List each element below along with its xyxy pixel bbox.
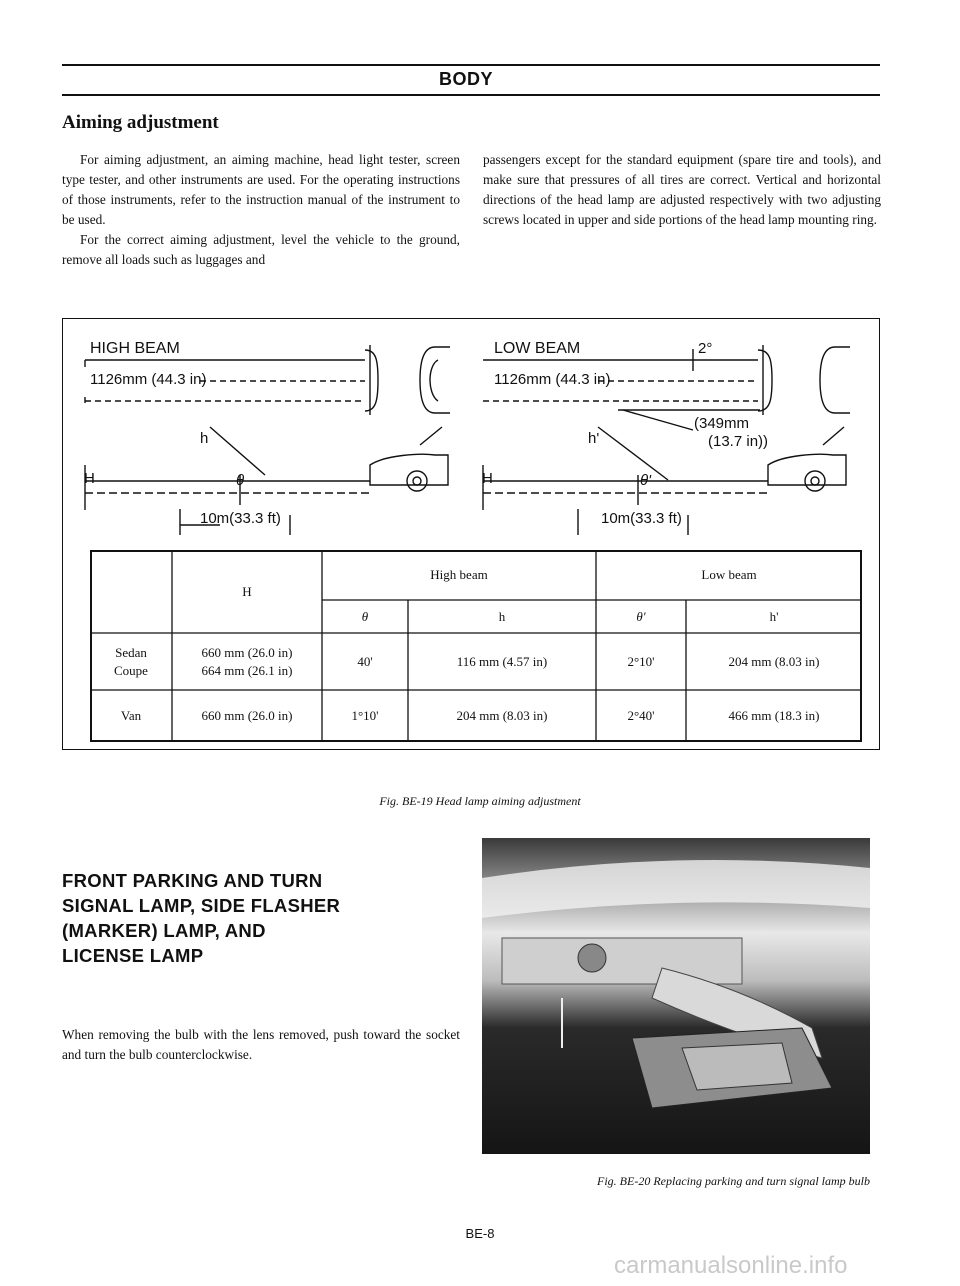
table-cell-h: 204 mm (8.03 in) bbox=[456, 707, 548, 723]
table-row-label: Van bbox=[120, 707, 142, 723]
table-cell-h-prime: 466 mm (18.3 in) bbox=[728, 707, 820, 723]
table-cell-theta: 1°10' bbox=[351, 707, 379, 723]
low-beam-theta: θ' bbox=[640, 472, 652, 489]
high-beam-title: HIGH BEAM bbox=[90, 340, 180, 357]
table-cell-h: 116 mm (4.57 in) bbox=[456, 653, 548, 669]
table-cell-theta-prime: 2°40' bbox=[627, 707, 655, 723]
table-header-h: h bbox=[498, 608, 506, 624]
front-parking-text: When removing the bulb with the lens removed, push toward the socket and turn the bulb counterclockwise. bbox=[62, 1027, 460, 1062]
front-parking-heading-line: FRONT PARKING AND TURN bbox=[62, 870, 323, 891]
aiming-paragraph-2: For the correct aiming adjustment, level the vehicle to the ground, remove all loads such as luggages and bbox=[62, 232, 460, 267]
table-header-h-prime: h' bbox=[769, 608, 779, 624]
photo-illustration bbox=[482, 838, 870, 1154]
section-title: BODY bbox=[439, 69, 494, 89]
fig-be20-caption: Fig. BE-20 Replacing parking and turn signal lamp bulb bbox=[597, 1174, 870, 1188]
site-watermark: carmanualsonline.info bbox=[614, 1252, 848, 1279]
fig-be19-caption: Fig. BE-19 Head lamp aiming adjustment bbox=[379, 794, 581, 808]
bulb-replacement-photo bbox=[482, 838, 870, 1154]
table-header-high-beam: High beam bbox=[430, 567, 488, 582]
table-cell-H: 660 mm (26.0 in) 664 mm (26.1 in) bbox=[201, 644, 293, 678]
high-beam-10m: 10m(33.3 ft) bbox=[200, 510, 281, 527]
front-parking-heading-line: (MARKER) LAMP, AND bbox=[62, 920, 266, 941]
table-header-theta-prime: θ' bbox=[636, 608, 646, 624]
front-parking-heading-line: SIGNAL LAMP, SIDE FLASHER bbox=[62, 895, 341, 916]
low-beam-H: H bbox=[482, 470, 493, 487]
table-cell-h-prime: 204 mm (8.03 in) bbox=[728, 653, 820, 669]
table-cell-H: 660 mm (26.0 in) bbox=[201, 707, 293, 723]
front-parking-heading bbox=[62, 868, 462, 968]
low-beam-h: h' bbox=[588, 430, 600, 447]
high-beam-distance: 1126mm (44.3 in) bbox=[90, 371, 207, 388]
table-cell-theta: 40' bbox=[357, 653, 373, 669]
header-bottom-rule bbox=[62, 94, 880, 96]
high-beam-theta: θ bbox=[236, 472, 245, 489]
low-beam-offset-mm: (349mm bbox=[694, 415, 750, 432]
low-beam-offset-in: (13.7 in)) bbox=[708, 433, 769, 450]
aiming-right-column bbox=[483, 150, 881, 230]
aiming-left-column bbox=[62, 150, 460, 270]
aiming-heading: Aiming adjustment bbox=[62, 112, 219, 133]
low-beam-distance: 1126mm (44.3 in) bbox=[494, 371, 611, 388]
page-number: BE-8 bbox=[465, 1226, 495, 1241]
header-top-rule bbox=[62, 64, 880, 66]
table-header-low-beam: Low beam bbox=[701, 567, 757, 582]
low-beam-10m: 10m(33.3 ft) bbox=[601, 510, 682, 527]
table-header-H: H bbox=[242, 583, 252, 599]
high-beam-h: h bbox=[200, 430, 209, 447]
table-cell-theta-prime: 2°10' bbox=[627, 653, 655, 669]
low-beam-title: LOW BEAM bbox=[494, 340, 581, 357]
high-beam-H: H bbox=[84, 470, 95, 487]
table-row-label: Sedan Coupe bbox=[114, 644, 148, 678]
low-beam-angle: 2° bbox=[698, 340, 713, 357]
table-header-theta: θ bbox=[361, 608, 369, 624]
aiming-paragraph-1: For aiming adjustment, an aiming machine, head light tester, screen type tester, and other instruments are used. For the operating instructions of those instruments, refer to the instruction manual of the instrument to be used. bbox=[62, 152, 460, 227]
front-parking-heading-line: LICENSE LAMP bbox=[62, 945, 204, 966]
aiming-paragraph-3: passengers except for the standard equipment (spare tire and tools), and make sure that pressures of all tires are correct. Vertical and horizontal directions of the head lamp are adjusted respectively with two adjusting screws located in upper and side portions of the head lamp mounting ring. bbox=[483, 152, 881, 227]
